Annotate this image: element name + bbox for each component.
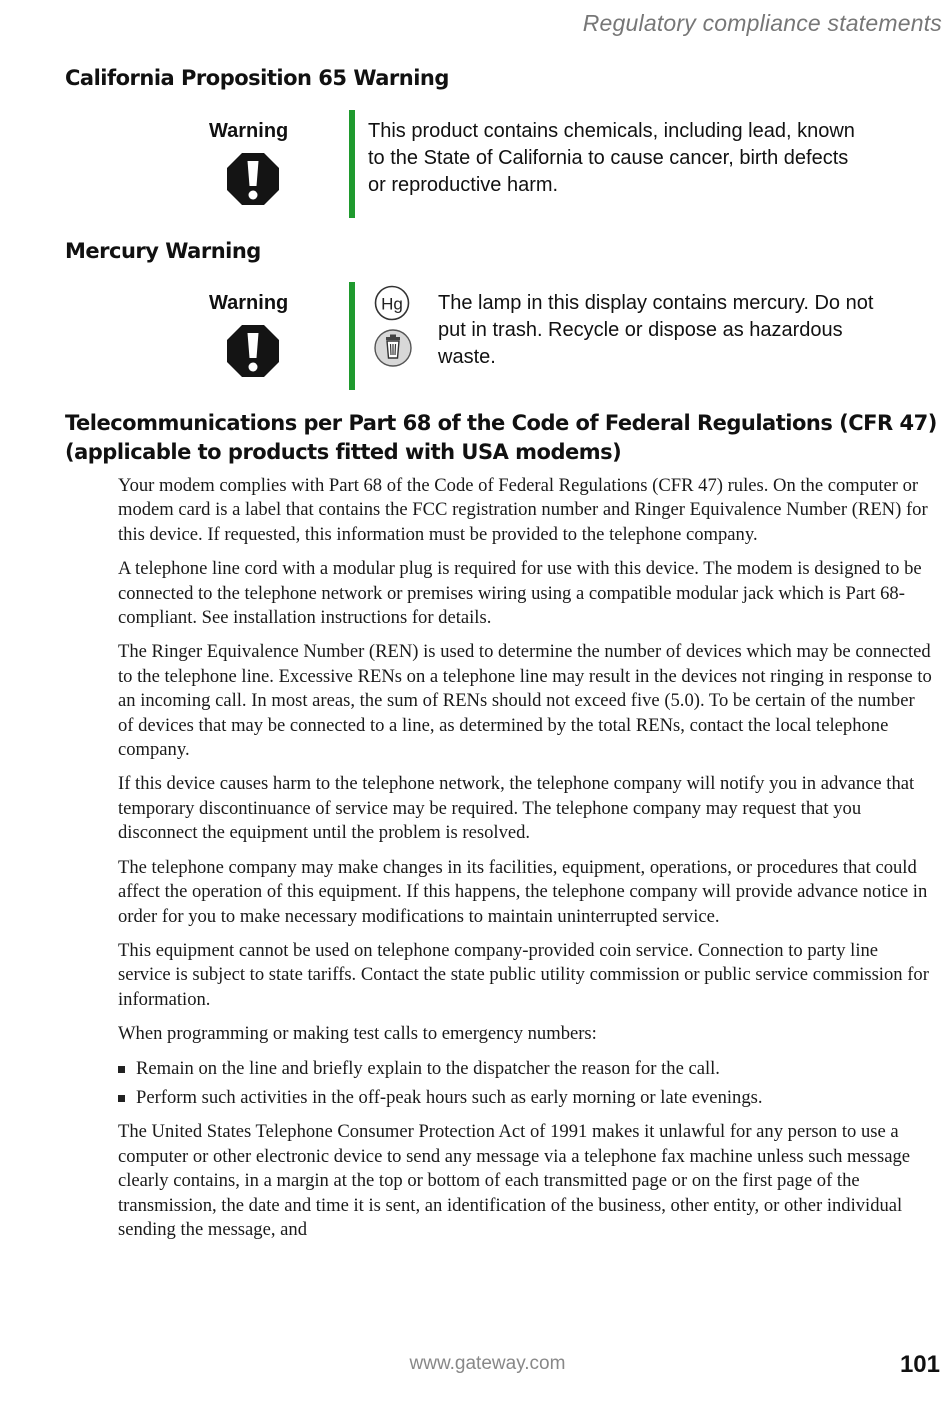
prop65-warning-label: Warning: [209, 120, 289, 142]
mercury-text: The lamp in this display contains mercury. Do not put in trash. Recycle or dispose as hazardous waste.: [438, 292, 874, 368]
hg-symbol: Hg: [381, 294, 403, 314]
telecom-body: [118, 474, 933, 1252]
mercury-heading: Mercury Warning: [65, 239, 261, 263]
warning-icon: [225, 323, 281, 379]
bullet-icon: [118, 1066, 125, 1073]
list-item-text: Perform such activities in the off-peak hours such as early morning or late evenings.: [136, 1086, 763, 1108]
emergency-list: [118, 1057, 933, 1111]
list-item: [118, 1086, 933, 1110]
mercury-hg-icon: [374, 285, 410, 321]
mercury-warning-label: Warning: [209, 292, 289, 314]
warning-icon: [225, 151, 281, 207]
page-number: 101: [899, 1351, 940, 1378]
running-header: Regulatory compliance statements: [582, 10, 942, 36]
footer-url: www.gateway.com: [409, 1353, 566, 1374]
prop65-heading: California Proposition 65 Warning: [65, 66, 449, 90]
paragraph: The telephone company may make changes in its facilities, equipment, operations, or procedures that could affect the operation of this equipment. If this happens, the telephone company will provide advance notice in order for you to make necessary modifications to maintain uninterrupted service.: [118, 856, 928, 927]
paragraph: A telephone line cord with a modular plug is required for use with this device. The modem is designed to be connected to the telephone network or premises wiring using a compatible modular jack which is Part 68-compliant. See installation instructions for details.: [118, 558, 922, 629]
telecom-heading-line2: (applicable to products fitted with USA modems): [65, 440, 622, 464]
list-item-text: Remain on the line and briefly explain to the dispatcher the reason for the call.: [136, 1057, 720, 1079]
prop65-accent-bar: [349, 110, 355, 218]
telecom-heading-line1: Telecommunications per Part 68 of the Code of Federal Regulations (CFR 47): [65, 411, 937, 435]
paragraph: This equipment cannot be used on telephone company-provided coin service. Connection to party line service is subject to state tariffs. Contact the state public utility commission or public service commission for information.: [118, 939, 929, 1010]
paragraph: If this device causes harm to the telephone network, the telephone company will notify you in advance that temporary discontinuance of service may be required. The telephone company may request that you disconnect the equipment until the problem is resolved.: [118, 773, 915, 844]
bullet-icon: [118, 1095, 125, 1102]
mercury-accent-bar: [349, 282, 355, 390]
paragraph: Your modem complies with Part 68 of the Code of Federal Regulations (CFR 47) rules. On the computer or modem card is a label that contains the FCC registration number and Ringer Equivalence Number (REN) for this device. If requested, this information must be provided to the telephone company.: [118, 475, 928, 545]
recycle-bin-icon: [374, 328, 412, 368]
list-item: [118, 1057, 933, 1081]
prop65-text: This product contains chemicals, including lead, known to the State of California to cause cancer, birth defects or reproductive harm.: [368, 120, 855, 196]
paragraph: The Ringer Equivalence Number (REN) is used to determine the number of devices which may be connected to the telephone line. Excessive RENs on a telephone line may result in the devices not ringing in response to an incoming call. In most areas, the sum of RENs should not exceed five (5.0). To be certain of the number of devices that may be connected to a line, as determined by the total RENs, contact the local telephone company.: [118, 641, 932, 761]
paragraph: When programming or making test calls to emergency numbers:: [118, 1023, 597, 1045]
paragraph: The United States Telephone Consumer Protection Act of 1991 makes it unlawful for any person to use a computer or other electronic device to send any message via a telephone fax machine unless such message clearly contains, in a margin at the top or bottom of each transmitted page or on the first page of the transmission, the date and time it is sent, an identification of the business, other entity, or other individual sending the message, and: [118, 1121, 911, 1240]
